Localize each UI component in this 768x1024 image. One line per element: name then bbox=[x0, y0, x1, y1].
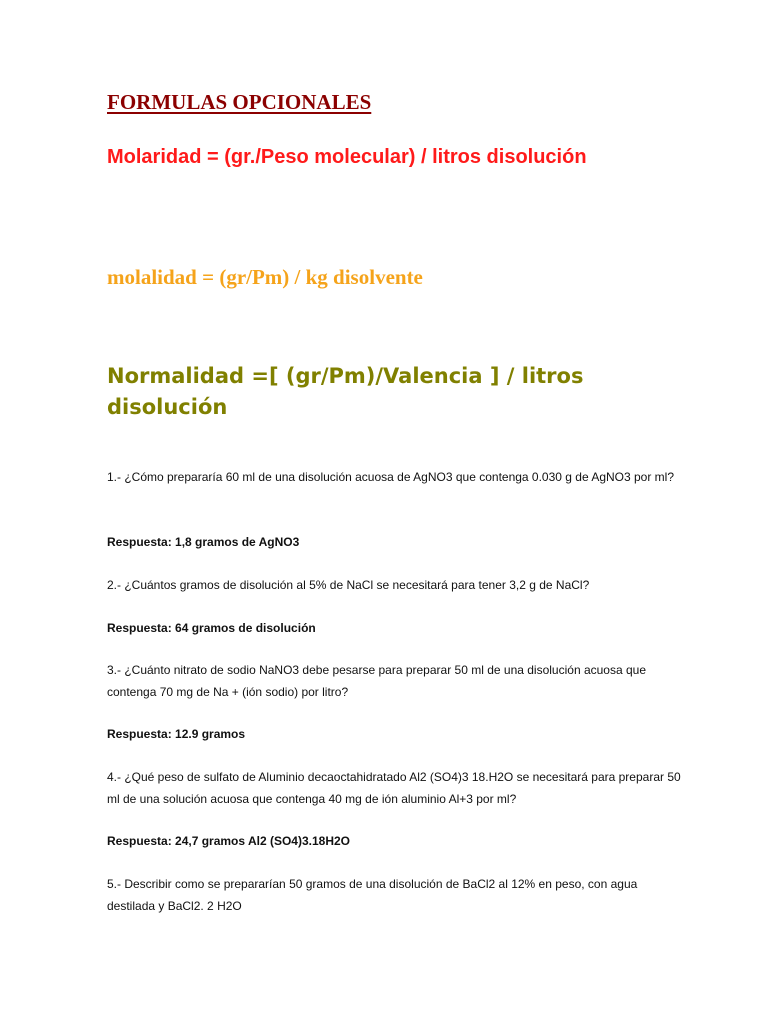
problem-3-question: 3.- ¿Cuánto nitrato de sodio NaNO3 debe pesarse para preparar 50 ml de una disolución acuosa que contenga 70 mg de Na + (ión sodio) por litro? bbox=[107, 663, 646, 699]
problem-4-question: 4.- ¿Qué peso de sulfato de Aluminio decaoctahidratado Al2 (SO4)3 18.H2O se necesitará para preparar 50 ml de una solución acuosa que contenga 40 mg de ión aluminio Al+3 por ml? bbox=[107, 770, 681, 806]
problem-2-question: 2.- ¿Cuántos gramos de disolución al 5% de NaCl se necesitará para tener 3,2 g de NaCl? bbox=[107, 578, 590, 592]
problem-5-question: 5.- Describir como se prepararían 50 gramos de una disolución de BaCl2 al 12% en peso, con agua destilada y BaCl2. 2 H2O bbox=[107, 877, 638, 913]
page-title: FORMULAS OPCIONALES bbox=[107, 90, 372, 114]
formula-molalidad: molalidad = (gr/Pm) / kg disolvente bbox=[107, 265, 423, 289]
formula-molaridad: Molaridad = (gr./Peso molecular) / litros disolución bbox=[107, 146, 587, 168]
formula-normalidad: Normalidad =[ (gr/Pm)/Valencia ] / litros disolución bbox=[107, 364, 584, 419]
problem-2-answer: Respuesta: 64 gramos de disolución bbox=[107, 621, 316, 635]
problem-4-answer: Respuesta: 24,7 gramos Al2 (SO4)3.18H2O bbox=[107, 834, 350, 848]
problem-3-answer: Respuesta: 12.9 gramos bbox=[107, 727, 246, 741]
problem-1-answer: Respuesta: 1,8 gramos de AgNO3 bbox=[107, 535, 300, 549]
problem-1-question: 1.- ¿Cómo prepararía 60 ml de una disolución acuosa de AgNO3 que contenga 0.030 g de AgNO3 por ml? bbox=[107, 470, 675, 484]
